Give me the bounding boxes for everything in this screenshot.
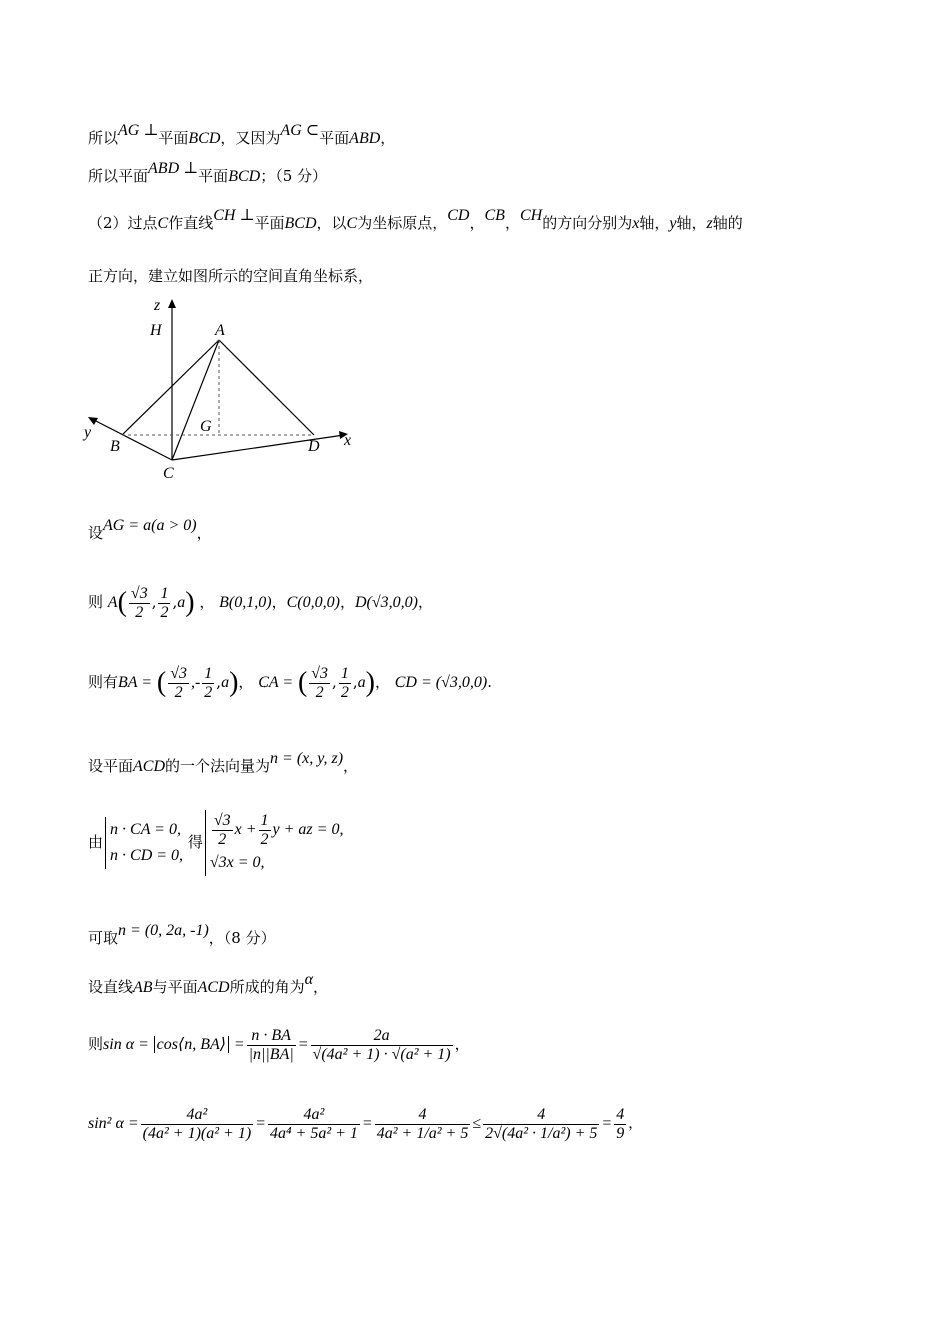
fraction [168,665,189,702]
text: 轴， [639,214,670,232]
text-line-1 [88,122,396,149]
denominator: 9 [616,1124,625,1142]
label-G: G [200,418,212,435]
math: → CA = [258,674,293,691]
paren-open: ( [297,667,308,698]
math: = [601,1115,613,1132]
equation [210,810,344,850]
fraction [614,1106,626,1143]
text: ， [313,978,329,996]
edge-AC [172,340,219,460]
text: 轴， [676,214,707,232]
math: AG = a(a > 0) [103,517,197,534]
denominator: 2 [174,683,183,701]
numerator: 4a² [268,1106,360,1125]
numerator: n · BA [247,1027,296,1046]
text: ，又因为 [220,129,281,147]
numerator: 1 [204,664,213,682]
math: ACD [133,758,166,775]
math: sin² α = [88,1115,139,1132]
text: 平面 [254,214,285,232]
math: BCD [228,168,261,185]
text: 轴的 [712,214,743,232]
equation: n · CA = 0, [110,821,181,838]
text: 设直线 [88,978,134,996]
paren-close: ) [185,587,195,618]
text-line-12 [88,1020,470,1069]
text: 作直线 [168,214,214,232]
denominator: 2 [260,830,269,848]
denominator: |n||BA| [248,1045,294,1063]
label-x: x [344,432,352,449]
text-line-6: 则 A( $\frac{√3}{2}$ , $\frac{1}{2}$ ,a) ， B(0,1,0)，C(0,0,0)，D(√3,0,0)， [88,584,433,621]
denominator: 2 [315,683,324,701]
math: AG ⊥ [118,122,159,139]
text-line-5 [88,517,212,544]
z-arrow [168,299,176,308]
text: ，以 [316,214,347,232]
math: A [107,594,118,611]
numerator: 4 [483,1106,599,1125]
fraction [158,585,170,622]
math: y + az = 0, [272,821,344,838]
math: → CD = (√3,0,0) [395,674,487,691]
math: sin α = [103,1036,149,1053]
label-C: C [163,465,174,482]
math: cos⟨n, BA⟩ [154,1036,229,1053]
fraction [141,1106,254,1143]
math: z [706,215,713,232]
fraction [483,1106,599,1143]
text-line-4: 正方向，建立如图所示的空间直角坐标系， [88,267,374,285]
math: B(0,1,0) [219,594,272,611]
math: CH ⊥ [213,207,255,224]
text: ， [339,593,355,611]
math: x [632,215,640,232]
paren-close: ) [229,667,239,698]
text-line-7: 则有→ BA = ( $\frac{√3}{2}$ ,- $\frac{1}{2}$ ,a)， → CA = ( $\frac{√3}{2}$ , $\frac{1}{2}$ ,a)， → CD = (√3,0,0). [88,660,492,705]
label-B: B [110,438,120,455]
math: BCD [284,215,317,232]
text-line-3 [88,207,743,234]
text: . [487,673,492,691]
text: ， [628,1116,643,1132]
numerator: 1 [160,584,169,602]
equation: √3x = 0, [209,854,265,871]
math: α [304,971,313,988]
text: （2）过点 [88,214,158,232]
numerator: 4 [616,1105,625,1123]
math: D(√3,0,0) [354,594,418,611]
math: AB [133,979,153,996]
fraction [202,665,214,702]
label-z: z [154,297,161,314]
math: = [233,1036,245,1053]
paren-open: ( [156,667,167,698]
text-line-8 [88,750,359,777]
numerator: 4 [375,1106,471,1125]
math: ABD [349,130,381,147]
numerator: √3 [311,664,329,682]
text: 所以 [88,129,119,147]
math: C(0,0,0) [286,594,340,611]
math: CH [519,207,543,224]
denominator: 4a⁴ + 5a² + 1 [269,1124,358,1142]
text: ， [196,524,212,542]
edge-AD [219,340,314,435]
fraction [247,1027,296,1064]
numerator: √3 [130,584,148,602]
fraction [212,812,233,849]
fraction [311,1027,453,1064]
paren-open: ( [117,587,127,618]
math: n = (0, 2a, -1) [118,922,209,939]
coordinate-figure [82,295,372,485]
fraction [375,1106,471,1143]
text: 平面 [198,167,229,185]
text: ， [238,673,254,691]
text: ， [271,593,287,611]
math: CB [484,207,505,224]
numerator: √3 [213,811,231,829]
denominator: (4a² + 1)(a² + 1) [142,1124,252,1142]
math: ≤ [472,1115,482,1132]
label-H: H [150,322,162,339]
label-D: D [308,438,320,455]
denominator: 2 [218,830,227,848]
equation-system-2 [205,810,344,876]
math: a [357,674,366,691]
text: 为坐标原点， [357,214,448,232]
text: 平面 [319,129,350,147]
math: ACD [197,979,230,996]
fraction [339,665,351,702]
equation-system-1 [105,817,183,869]
text: 得 [187,833,203,851]
text: ， [454,1035,470,1053]
text: ， [469,214,485,232]
label-A: A [215,322,225,339]
text: ， [504,214,520,232]
math: → BA = [118,674,152,691]
math: CD [447,207,470,224]
text: 则 [88,1035,104,1053]
math: ,- [190,674,201,691]
text: 则 [88,593,104,611]
text-line-10 [88,922,276,949]
text: 的一个法向量为 [165,757,271,775]
text: 的方向分别为 [542,214,633,232]
numerator: 1 [340,664,349,682]
math: y [669,215,677,232]
math: C [157,215,169,232]
text: 所以平面 [88,167,149,185]
text: 平面 [158,129,189,147]
fraction [309,665,330,702]
math: = [297,1036,309,1053]
text: ， [343,757,359,775]
denominator: 2 [160,603,169,621]
text: ；（5 分） [260,167,327,185]
math: BCD [188,130,221,147]
numerator: √3 [170,664,187,682]
denominator: 4a² + 1/a² + 5 [376,1124,469,1142]
math: = [361,1115,373,1132]
denominator: 2 [340,683,349,701]
text-line-2 [88,160,327,187]
numerator: 4a² [141,1106,254,1125]
denominator: √(4a² + 1) · √(a² + 1) [312,1045,451,1063]
math: AG ⊂ [280,122,320,139]
text-line-9 [88,810,343,876]
fraction [259,812,271,849]
text: ，（8 分） [208,929,276,947]
fraction [129,585,150,622]
paren-close: ) [365,667,375,698]
text: ， [199,593,215,611]
math: = [255,1115,266,1132]
equation: n · CD = 0, [110,847,184,864]
text-line-13 [88,1098,642,1150]
math: ABD ⊥ [148,160,199,177]
text: 设平面 [88,757,134,775]
numerator: 1 [260,811,269,829]
text: 设 [88,524,104,542]
text: 与平面 [152,978,198,996]
text: ， [380,129,396,147]
text: 则有 [88,673,119,691]
text: 所成的角为 [229,978,305,996]
denominator: 2 [204,683,213,701]
math: C [346,215,358,232]
fraction [268,1106,360,1143]
text-line-11 [88,971,329,998]
text: ， [374,673,390,691]
text: ， [417,593,433,611]
text: 由 [88,833,104,851]
label-y: y [84,424,92,441]
text: 可取 [88,929,119,947]
math: a [221,674,230,691]
math: n = (x, y, z) [270,750,344,767]
numerator: 2a [311,1027,453,1046]
denominator: 2√(4a² · 1/a²) + 5 [485,1124,598,1142]
math: x + [234,821,257,838]
denominator: 2 [135,603,144,621]
math: a [177,594,186,611]
